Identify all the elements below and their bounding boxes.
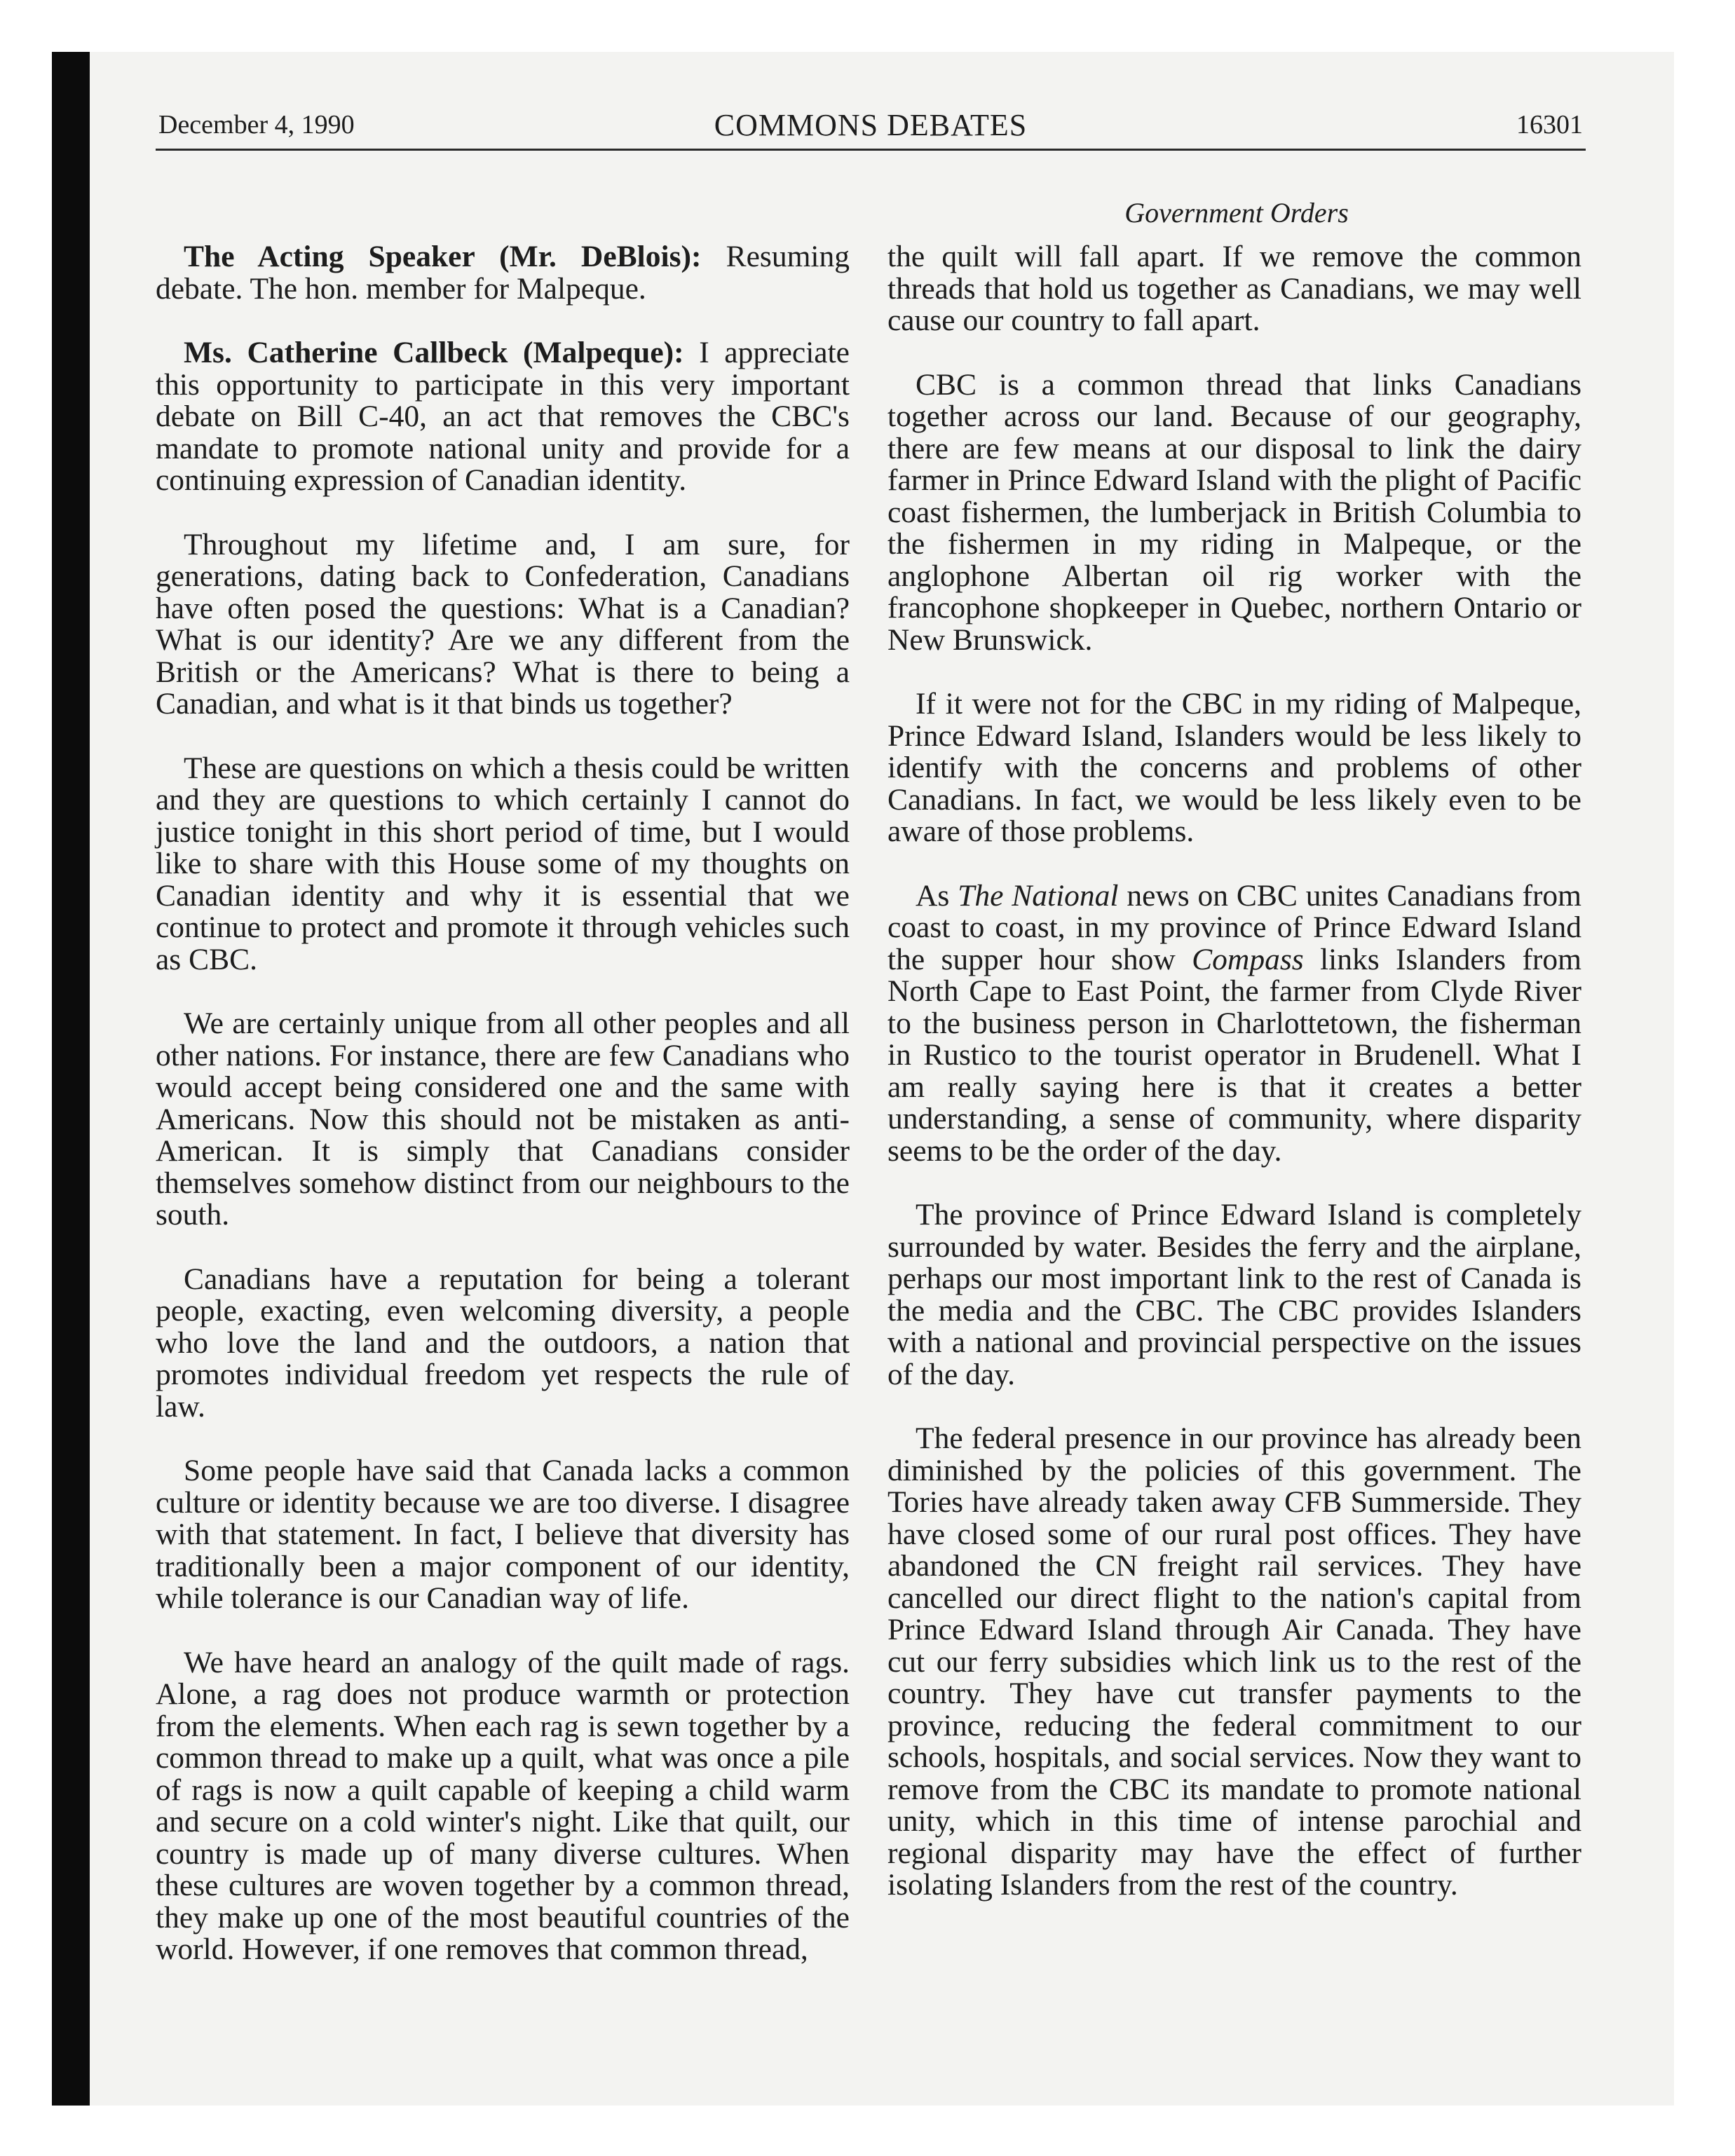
paragraph <box>887 880 1581 1168</box>
paragraph: Throughout my lifetime and, I am sure, for generations, dating back to Confederation, Canadians have often posed the questions: What is a Canadian? What is our identity? Are we any different from the British or the Americans? What is there to being a Canadian, and what is it that binds us together? <box>156 527 850 721</box>
right-column <box>887 241 1581 1934</box>
program-title: Compass <box>1192 942 1304 976</box>
paragraph <box>156 337 850 497</box>
paragraph: If it were not for the CBC in my riding of Malpeque, Prince Edward Island, Islanders would be less likely to identify with the concerns and problems of other Canadians. In fact, we would be less likely even to be aware of those problems. <box>887 687 1581 848</box>
paragraph <box>156 241 850 305</box>
paragraph: the quilt will fall apart. If we remove the common threads that hold us together as Canadians, we may well cause our country to fall apart. <box>887 240 1581 337</box>
paragraph-text: links Islanders from North Cape to East Point, the farmer from Clyde River to the business person in Charlottetown, the fisherman in Rustico to the tourist operator in Brudenell. What I am really saying here is that it creates a better understanding, a sense of community, where disparity seems to be the order of the day. <box>887 942 1582 1168</box>
header-page-number: 16301 <box>1516 110 1583 139</box>
paragraph: Some people have said that Canada lacks a common culture or identity because we are too diverse. I disagree with that statement. In fact, I believe that diversity has traditionally been a major component of our identity, while tolerance is our Canadian way of life. <box>156 1454 850 1615</box>
paragraph-text: I appreciate this opportunity to participate in this very important debate on Bill C-40, an act that removes the CBC's mandate to promote national unity and provide for a continuing expression of Canadian identity. <box>156 336 850 497</box>
paragraph: We are certainly unique from all other peoples and all other nations. For instance, there are few Canadians who would accept being considered one and the same with Americans. Now this should not be mistaken as anti-American. It is simply that Canadians consider themselves somehow distinct from our neighbours to the south. <box>156 1007 850 1231</box>
document-page <box>156 104 1586 1966</box>
page-header <box>156 104 1586 151</box>
binding-edge <box>52 52 90 2106</box>
section-label: Government Orders <box>1124 197 1349 228</box>
speaker-name: The Acting Speaker (Mr. DeBlois): <box>184 240 702 273</box>
header-title: COMMONS DEBATES <box>714 108 1028 142</box>
paragraph-text: news on CBC unites Canadians from coast to coast, in my province of Prince Edward Island the supper hour show <box>887 878 1582 976</box>
header-date: December 4, 1990 <box>158 110 355 139</box>
paragraph-text: Resuming debate. The hon. member for Malpeque. <box>156 240 850 306</box>
paragraph: Canadians have a reputation for being a tolerant people, exacting, even welcoming diversity, a people who love the land and the outdoors, a nation that promotes individual freedom yet respects the rule of law. <box>156 1262 850 1424</box>
left-column <box>156 241 850 1998</box>
paragraph-text: As <box>916 878 958 913</box>
paragraph: We have heard an analogy of the quilt made of rags. Alone, a rag does not produce warmth or protection from the elements. When each rag is sewn together by a common thread to make up a quilt, what was once a pile of rags is now a quilt capable of keeping a child warm and secure on a cold winter's night. Like that quilt, our country is made up of many diverse cultures. When these cultures are woven together by a common thread, they make up one of the most beautiful countries of the world. However, if one removes that common thread, <box>156 1645 850 1966</box>
program-title: The National <box>958 878 1119 913</box>
paragraph: The province of Prince Edward Island is completely surrounded by water. Besides the ferry and the airplane, perhaps our most important link to the rest of Canada is the media and the CBC. The CBC provides Islanders with a national and provincial perspective on the issues of the day. <box>887 1198 1581 1391</box>
paragraph: The federal presence in our province has already been diminished by the policies of this government. The Tories have already taken away CFB Summerside. They have closed some of our rural post offices. They have abandoned the CN freight rail services. They have cancelled our direct flight to the nation's capital from Prince Edward Island through Air Canada. They have cut our ferry subsidies which link us to the rest of the country. They have cut transfer payments to the province, reducing the federal commitment to our schools, hospitals, and social services. Now they want to remove from the CBC its mandate to promote national unity, which in this time of intense parochial and regional disparity may have the effect of further isolating Islanders from the rest of the country. <box>887 1421 1581 1902</box>
paragraph: These are questions on which a thesis could be written and they are questions to which certainly I cannot do justice tonight in this short period of time, but I would like to share with this House some of my thoughts on Canadian identity and why it is essential that we continue to protect and promote it through vehicles such as CBC. <box>156 751 850 976</box>
paragraph: CBC is a common thread that links Canadians together across our land. Because of our geography, there are few means at our disposal to link the dairy farmer in Prince Edward Island with the plight of Pacific coast fishermen, the lumberjack in British Columbia to the fishermen in my riding in Malpeque, or the anglophone Albertan oil rig worker with the francophone shopkeeper in Quebec, northern Ontario or New Brunswick. <box>887 367 1581 657</box>
speaker-name: Ms. Catherine Callbeck (Malpeque): <box>184 336 684 369</box>
